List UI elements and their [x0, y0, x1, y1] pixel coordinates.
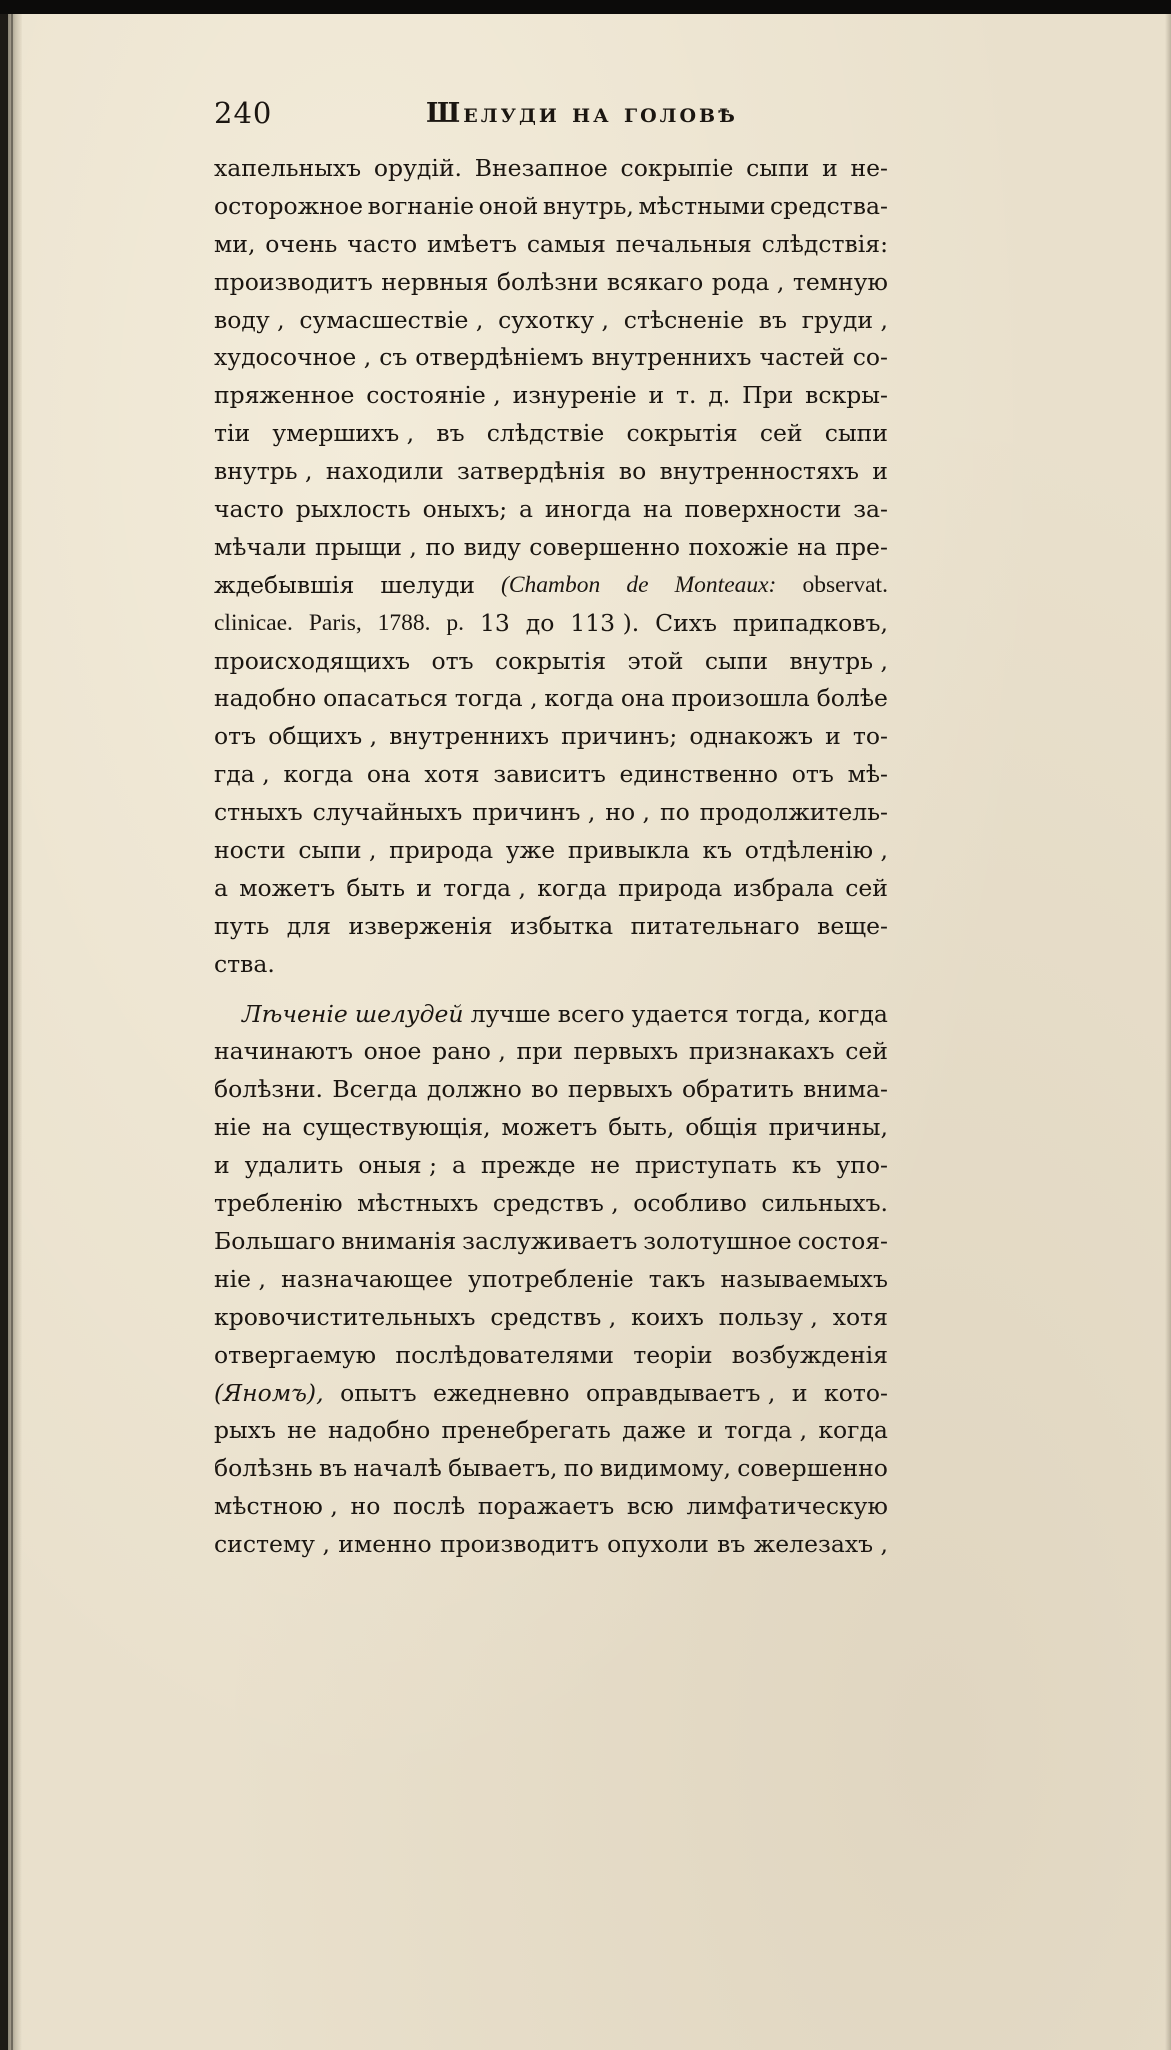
- word: сильныхъ.: [761, 1189, 888, 1218]
- text-line: [214, 1071, 888, 1109]
- word: такъ: [648, 1264, 706, 1293]
- word: золотушное: [643, 1226, 792, 1255]
- word: оныя ;: [358, 1151, 438, 1180]
- word: и: [791, 1378, 808, 1407]
- word: лимфатическую: [686, 1492, 888, 1521]
- word: всякаго: [606, 267, 704, 296]
- word: быть: [346, 873, 406, 902]
- text-line: [214, 908, 888, 946]
- word: причинъ ,: [472, 798, 596, 827]
- word: тогда,: [735, 999, 812, 1028]
- word: за-: [853, 495, 888, 524]
- word: шелудей: [354, 999, 464, 1028]
- word: то-: [852, 722, 888, 751]
- word: д.: [708, 381, 731, 410]
- word: надобно: [214, 684, 317, 713]
- word: пренебрегать: [441, 1416, 611, 1445]
- word: возбужденія: [731, 1340, 888, 1369]
- word: происходящихъ: [214, 646, 411, 675]
- word: не: [590, 1151, 621, 1180]
- word: всю: [626, 1492, 674, 1521]
- word: лучше: [470, 999, 551, 1028]
- word: производитъ: [214, 267, 373, 296]
- word: ства.: [214, 949, 275, 978]
- word: общія: [685, 1113, 758, 1142]
- word: уже: [505, 836, 556, 865]
- page-number: 240: [214, 96, 273, 130]
- word: рано ,: [432, 1037, 506, 1066]
- text-line: [214, 453, 888, 491]
- word: p.: [446, 609, 465, 636]
- word: произошла: [671, 684, 810, 713]
- word: стныхъ: [214, 798, 303, 827]
- word: печальныя: [615, 229, 752, 258]
- text-line: [214, 643, 888, 681]
- word: observat.: [802, 571, 888, 598]
- text-line: [214, 996, 888, 1034]
- text-line: [214, 1147, 888, 1185]
- word: ежедневно: [433, 1378, 570, 1407]
- text-line: [214, 870, 888, 908]
- text-line: [214, 1185, 888, 1223]
- word: Paris,: [308, 609, 362, 636]
- word: тогда ,: [454, 684, 538, 713]
- word: вниманія: [341, 1226, 457, 1255]
- word: заслуживаетъ: [462, 1226, 638, 1255]
- word: по: [659, 798, 690, 827]
- word: отдѣленію ,: [744, 836, 888, 865]
- text-line: [214, 1526, 888, 1564]
- word: причины,: [768, 1113, 888, 1142]
- word: груди ,: [801, 305, 888, 334]
- word: нервныя: [381, 267, 489, 296]
- word: а: [519, 495, 534, 524]
- word: не: [287, 1416, 317, 1445]
- word: стѣсненіе: [623, 305, 744, 334]
- word: на: [797, 532, 827, 561]
- word: на: [261, 1113, 292, 1142]
- word: она: [366, 760, 411, 789]
- word: прыщи ,: [315, 532, 417, 561]
- word: опухоли: [607, 1530, 709, 1559]
- running-head: [214, 96, 894, 140]
- word: de: [626, 571, 649, 598]
- word: когда: [283, 760, 354, 789]
- word: ніе: [214, 1113, 252, 1142]
- word: мѣ-: [847, 760, 888, 789]
- text-line: [214, 605, 888, 643]
- word: всего: [557, 999, 625, 1028]
- word: быть,: [608, 1113, 675, 1142]
- word: послѣдователями: [395, 1340, 614, 1369]
- text-line: [214, 150, 888, 188]
- word: (Chambon: [501, 571, 601, 598]
- word: сокрытія: [626, 419, 738, 448]
- word: первыхъ: [567, 1075, 673, 1104]
- word: сумасшествіе ,: [299, 305, 484, 334]
- word: внутреннихъ: [591, 343, 752, 372]
- text-line: [214, 1299, 888, 1337]
- word: природа: [389, 836, 494, 865]
- word: путь: [214, 911, 270, 940]
- word: удается: [631, 999, 729, 1028]
- binding-edge-line: [11, 14, 13, 2050]
- scan-top-border: [0, 0, 1171, 14]
- word: и: [648, 381, 665, 410]
- word: можетъ: [239, 873, 336, 902]
- word: мѣстною ,: [214, 1492, 338, 1521]
- word: поверхности: [684, 495, 842, 524]
- text-line: [214, 1261, 888, 1299]
- word: и: [872, 457, 888, 486]
- word: состоя-: [797, 1226, 888, 1255]
- word: изверженія: [348, 911, 493, 940]
- word: очень: [265, 229, 338, 258]
- word: природа: [618, 873, 723, 902]
- word: удалить: [244, 1151, 344, 1180]
- word: т.: [676, 381, 697, 410]
- word: требленію: [214, 1189, 343, 1218]
- word: Лѣченіе: [242, 999, 348, 1028]
- word: избытка: [510, 911, 614, 940]
- word: припадковъ,: [732, 608, 888, 637]
- word: а: [451, 1151, 466, 1180]
- word: средствъ ,: [492, 1189, 619, 1218]
- word: и: [825, 722, 841, 751]
- word: когда: [544, 684, 615, 713]
- word: а: [214, 873, 229, 902]
- word: находили: [325, 457, 444, 486]
- text-line: [214, 529, 888, 567]
- word: можетъ: [501, 1113, 598, 1142]
- word: къ: [702, 836, 733, 865]
- word: употребленіе: [468, 1264, 634, 1293]
- word: во: [531, 1075, 559, 1104]
- word: осторожное: [214, 191, 363, 220]
- text-line: [214, 491, 888, 529]
- word: вскры-: [805, 381, 888, 410]
- word: хотя: [832, 1302, 888, 1331]
- word: сей: [759, 419, 803, 448]
- word: Большаго: [214, 1226, 336, 1255]
- word: именно: [338, 1530, 432, 1559]
- text-line: [214, 302, 888, 340]
- word: сыпи ,: [298, 836, 377, 865]
- word: сокрыпіе: [620, 154, 734, 182]
- word: бываетъ,: [448, 1454, 558, 1483]
- word: особливо: [633, 1189, 747, 1218]
- word: оправдываетъ ,: [586, 1378, 776, 1407]
- word: худосочное ,: [214, 343, 372, 372]
- word: 1788.: [377, 609, 431, 636]
- word: она: [620, 684, 665, 713]
- word: темную: [792, 267, 888, 296]
- text-line: [214, 567, 888, 605]
- word: ждебывшія: [214, 570, 355, 599]
- word: называемыхъ: [720, 1264, 888, 1293]
- word: привыкла: [567, 836, 690, 865]
- word: когда: [537, 873, 607, 902]
- word: для: [286, 911, 331, 940]
- word: и: [697, 1416, 713, 1445]
- text-line: [214, 1337, 888, 1375]
- word: самыя: [526, 229, 606, 258]
- word: имѣетъ: [426, 229, 517, 258]
- text-line: [214, 1488, 888, 1526]
- word: приступать: [635, 1151, 777, 1180]
- text-line: [214, 188, 888, 226]
- word: ности: [214, 836, 286, 865]
- word: воду ,: [214, 305, 285, 334]
- text-line: [214, 1223, 888, 1261]
- word: (Яномъ),: [214, 1378, 324, 1407]
- text-line: [214, 946, 888, 984]
- word: веще-: [817, 911, 888, 940]
- text-line: [214, 1412, 888, 1450]
- running-title: Шелуди на головѣ: [426, 98, 738, 129]
- word: причинъ;: [561, 722, 678, 751]
- word: состояніе ,: [366, 381, 501, 410]
- word: слѣдствія:: [761, 229, 888, 258]
- body-text: [214, 150, 888, 1564]
- word: внутрь ,: [214, 457, 313, 486]
- word: обратить: [682, 1075, 794, 1104]
- text-line: [214, 1109, 888, 1147]
- word: до: [525, 608, 555, 637]
- word: прежде: [480, 1151, 576, 1180]
- word: мѣстныхъ: [357, 1189, 479, 1218]
- word: орудій.: [373, 154, 463, 182]
- word: пользу ,: [718, 1302, 818, 1331]
- word: но: [350, 1492, 381, 1521]
- word: продолжитель-: [699, 798, 888, 827]
- word: внутрь,: [542, 191, 634, 220]
- word: совершенно: [737, 1454, 888, 1483]
- binding-gutter: [8, 14, 22, 2050]
- word: пряженное: [214, 381, 355, 410]
- word: со-: [852, 343, 888, 372]
- word: должно: [426, 1075, 522, 1104]
- word: кровочистительныхъ: [214, 1302, 476, 1331]
- word: признакахъ: [688, 1037, 835, 1066]
- word: виду: [463, 532, 521, 561]
- word: сокрытія: [494, 646, 607, 675]
- word: и: [822, 154, 838, 182]
- word: когда: [818, 1416, 888, 1445]
- word: сухотку ,: [498, 305, 609, 334]
- word: въ: [758, 305, 787, 334]
- word: умершихъ ,: [272, 419, 415, 448]
- word: пре-: [835, 532, 888, 561]
- word: тогда ,: [724, 1416, 808, 1445]
- word: часто: [347, 229, 418, 258]
- text-line: [214, 756, 888, 794]
- word: слѣдствіе: [486, 419, 605, 448]
- word: Внезапное: [474, 154, 608, 182]
- word: затвердѣнія: [456, 457, 606, 486]
- word: оное: [363, 1037, 422, 1066]
- word: железахъ ,: [753, 1530, 888, 1559]
- word: при: [516, 1037, 563, 1066]
- word: 13: [479, 608, 510, 637]
- text-line: [214, 226, 888, 264]
- word: видимому,: [599, 1454, 731, 1483]
- word: когда: [818, 999, 888, 1028]
- text-line: [214, 1450, 888, 1488]
- word: часто: [214, 495, 284, 524]
- word: тіи: [214, 419, 251, 448]
- word: производитъ: [439, 1530, 599, 1559]
- word: похожіе: [688, 532, 789, 561]
- word: даже: [622, 1416, 687, 1445]
- text-line: [214, 415, 888, 453]
- text-line: [214, 832, 888, 870]
- word: избрала: [733, 873, 834, 902]
- word: шелуди: [380, 570, 475, 599]
- word: въ: [436, 419, 465, 448]
- word: хотя: [424, 760, 480, 789]
- word: болѣзни.: [214, 1075, 324, 1104]
- word: опытъ: [340, 1378, 417, 1407]
- word: существующія,: [302, 1113, 491, 1142]
- word: изнуреніе: [512, 381, 637, 410]
- word: на: [642, 495, 673, 524]
- word: кото-: [824, 1378, 888, 1407]
- word: отъ: [791, 760, 834, 789]
- word: общихъ ,: [268, 722, 378, 751]
- word: по: [425, 532, 456, 561]
- word: внима-: [803, 1075, 888, 1104]
- word: въ: [318, 1454, 348, 1483]
- word: иногда: [544, 495, 632, 524]
- word: 113 ).: [570, 608, 640, 637]
- word: ми,: [214, 229, 256, 258]
- word: средства-: [770, 191, 888, 220]
- word: внутреннихъ: [389, 722, 550, 751]
- word: зависитъ: [493, 760, 606, 789]
- word: сыпи: [704, 646, 769, 675]
- word: сыпи: [746, 154, 810, 182]
- word: болѣзни: [496, 267, 599, 296]
- word: отвергаемую: [214, 1340, 377, 1369]
- word: и: [416, 873, 432, 902]
- word: отвердѣніемъ: [415, 343, 584, 372]
- word: совершенно: [529, 532, 681, 561]
- word: вогнаніе: [367, 191, 475, 220]
- word: первыхъ: [573, 1037, 679, 1066]
- text-line: [214, 718, 888, 756]
- text-line: [214, 1033, 888, 1071]
- word: и: [214, 1151, 230, 1180]
- word: сей: [845, 873, 888, 902]
- word: рыхъ: [214, 1416, 276, 1445]
- word: систему ,: [214, 1530, 330, 1559]
- word: надобно: [327, 1416, 431, 1445]
- text-line: [214, 264, 888, 302]
- word: однакожъ: [689, 722, 814, 751]
- word: сыпи: [824, 419, 888, 448]
- word: ніе ,: [214, 1264, 267, 1293]
- word: отъ: [431, 646, 474, 675]
- word: назначающее: [281, 1264, 453, 1293]
- text-line: [214, 339, 888, 377]
- word: послѣ: [393, 1492, 466, 1521]
- word: упо-: [836, 1151, 888, 1180]
- word: Monteaux:: [674, 571, 777, 598]
- word: не-: [850, 154, 888, 182]
- word: При: [742, 381, 794, 410]
- word: сей: [845, 1037, 888, 1066]
- word: единственно: [619, 760, 779, 789]
- text-line: [214, 680, 888, 718]
- word: мѣчали: [214, 532, 307, 561]
- word: рода ,: [711, 267, 785, 296]
- word: хапельныхъ: [214, 154, 362, 182]
- word: во: [618, 457, 647, 486]
- word: гда ,: [214, 760, 270, 789]
- word: но ,: [605, 798, 651, 827]
- text-line: [214, 377, 888, 415]
- text-line: [214, 1375, 888, 1413]
- page-edge-shadow: [1165, 14, 1171, 2050]
- word: въ: [717, 1530, 746, 1559]
- word: этой: [627, 646, 684, 675]
- word: болѣе: [816, 684, 888, 713]
- word: коихъ: [631, 1302, 704, 1331]
- word: оныхъ;: [422, 495, 508, 524]
- word: случайныхъ: [312, 798, 463, 827]
- word: средствъ ,: [490, 1302, 617, 1331]
- word: теоріи: [633, 1340, 713, 1369]
- word: внутрь ,: [789, 646, 888, 675]
- word: питательнаго: [630, 911, 800, 940]
- word: съ: [379, 343, 408, 372]
- word: мѣстными: [638, 191, 766, 220]
- word: болѣзнь: [214, 1454, 313, 1483]
- word: опасаться: [323, 684, 448, 713]
- word: clinicae.: [214, 609, 293, 636]
- word: частей: [759, 343, 845, 372]
- word: къ: [791, 1151, 822, 1180]
- word: поражаетъ: [477, 1492, 615, 1521]
- word: начинаютъ: [214, 1037, 353, 1066]
- word: тогда ,: [443, 873, 527, 902]
- word: рыхлость: [295, 495, 411, 524]
- word: Всегда: [332, 1075, 418, 1104]
- word: Сихъ: [655, 608, 718, 637]
- word: отъ: [214, 722, 257, 751]
- word: оной: [478, 191, 539, 220]
- word: по: [563, 1454, 594, 1483]
- word: внутренностяхъ: [659, 457, 859, 486]
- word: началѣ: [353, 1454, 442, 1483]
- text-line: [214, 794, 888, 832]
